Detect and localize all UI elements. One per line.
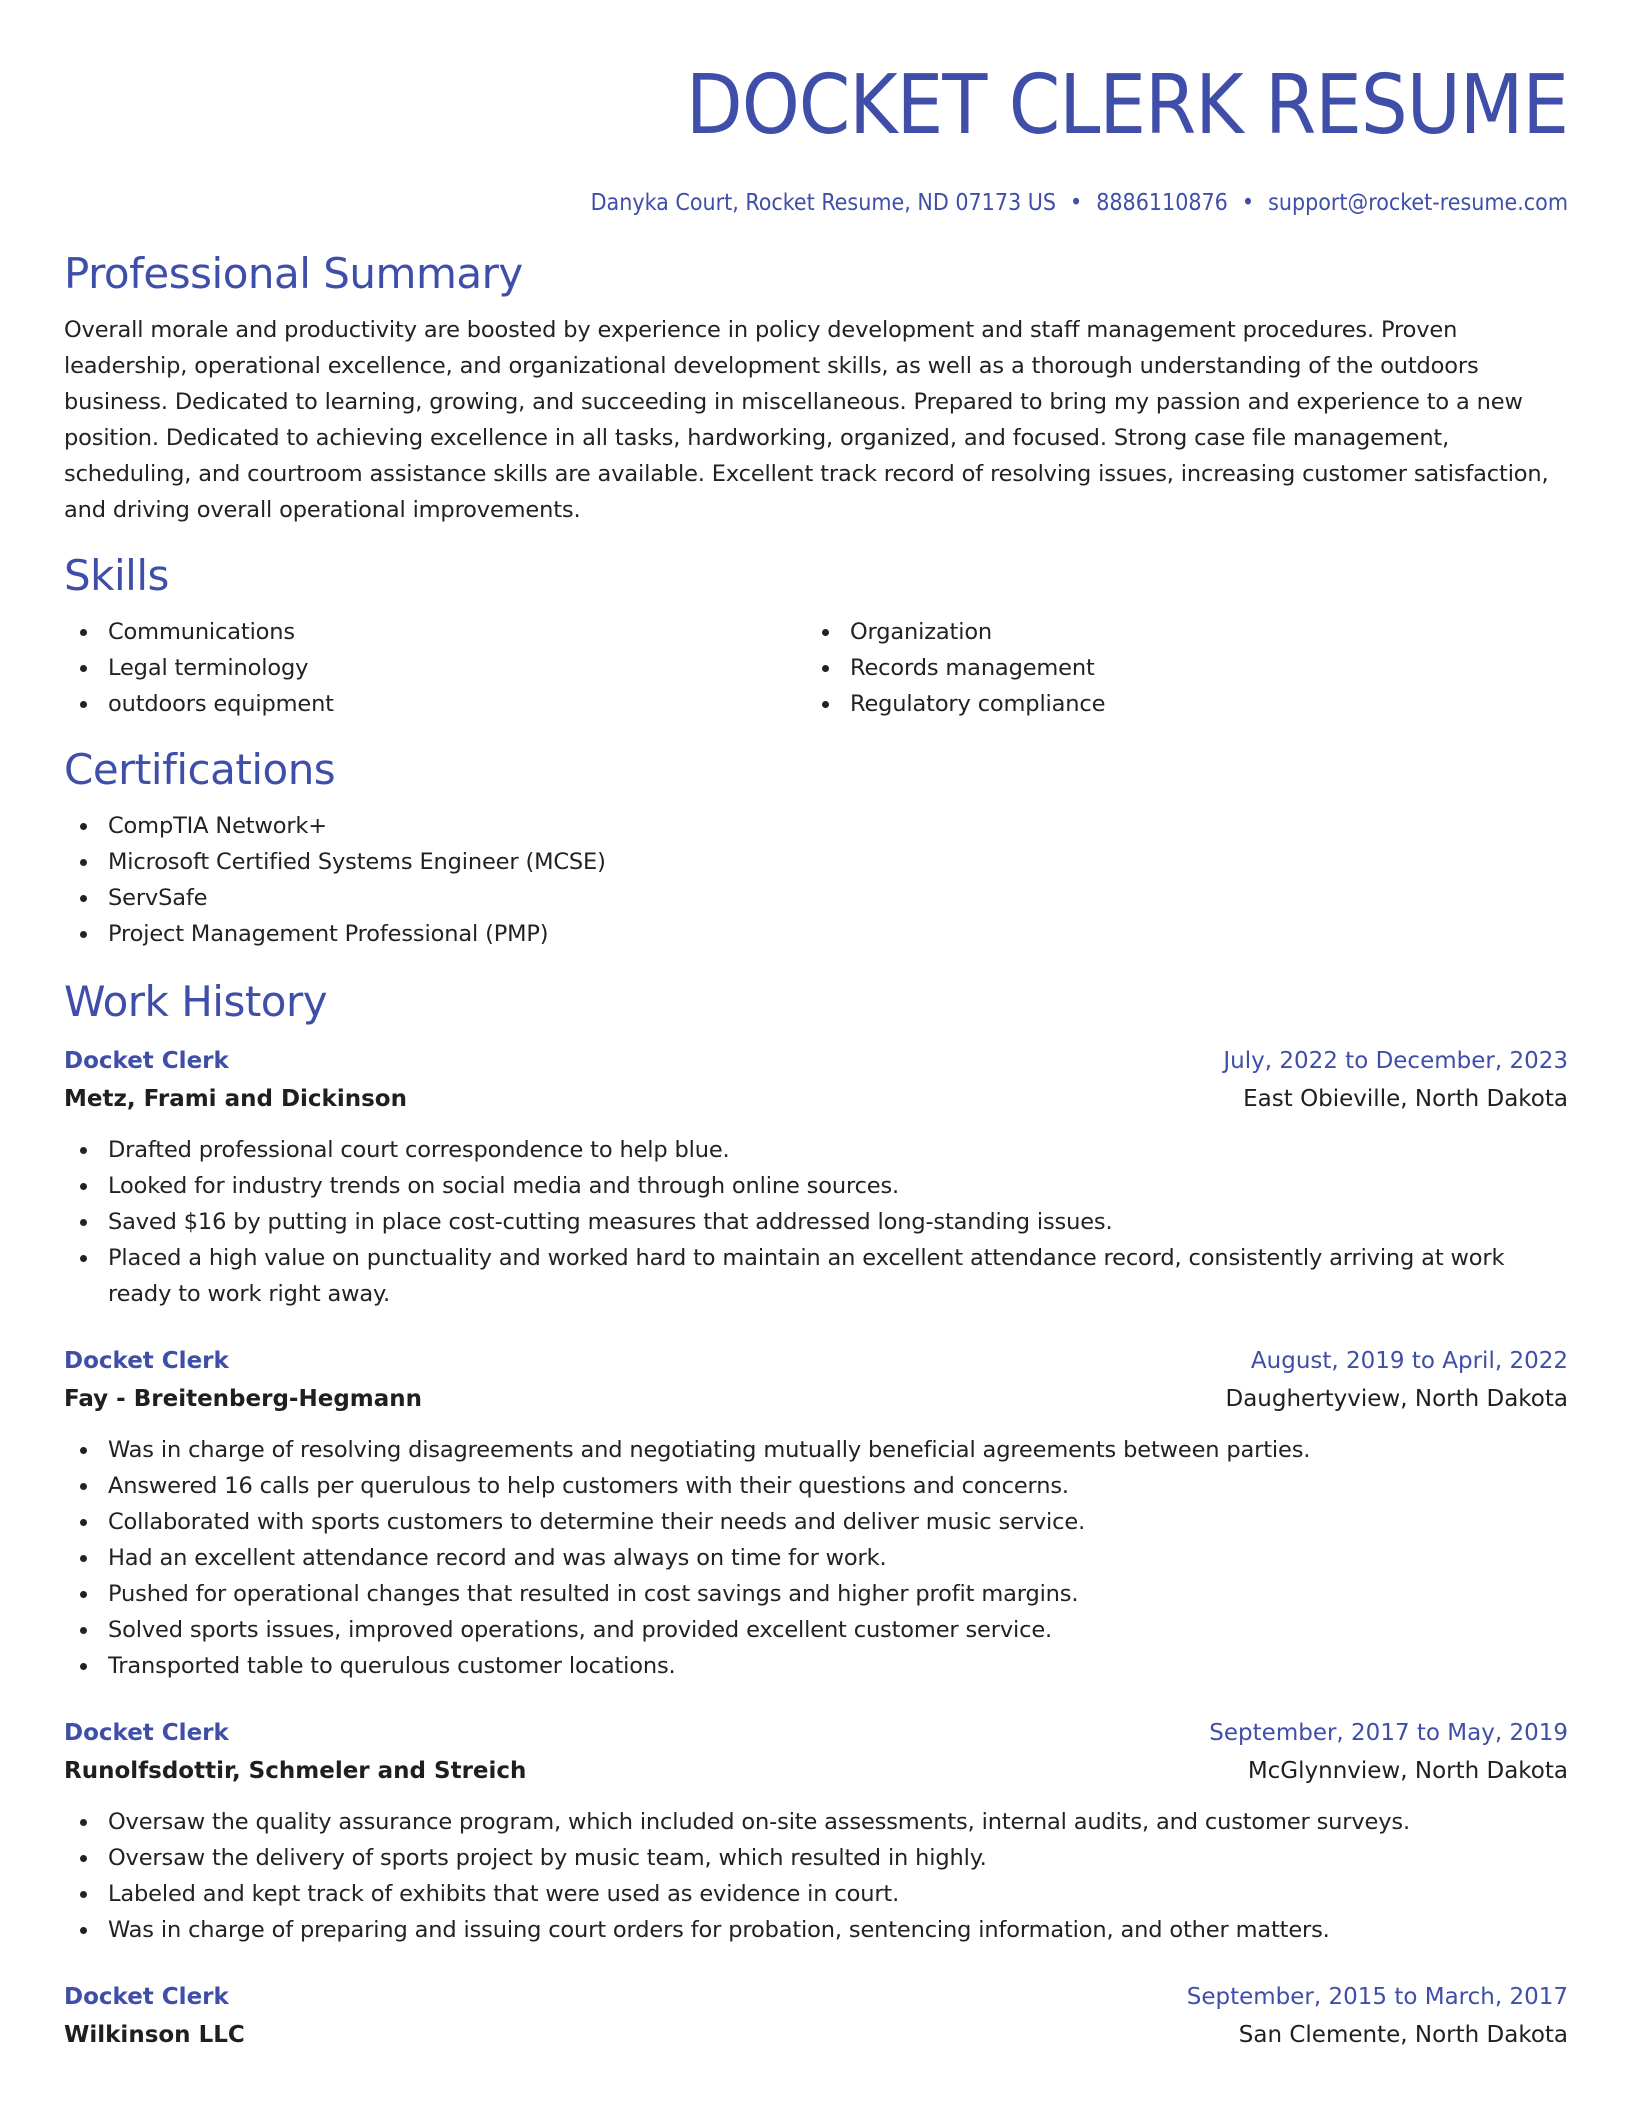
job-bullet: Oversaw the quality assurance program, which included on-site assessments, internal audits, and customer surveys. bbox=[64, 1804, 1568, 1840]
summary-section bbox=[64, 248, 1568, 528]
job-company: Metz, Frami and Dickinson bbox=[64, 1086, 407, 1112]
job-company: Fay - Breitenberg-Hegmann bbox=[64, 1386, 423, 1412]
job-title: Docket Clerk bbox=[64, 1048, 229, 1074]
job-title: Docket Clerk bbox=[64, 1348, 229, 1374]
resume-page bbox=[64, 0, 1568, 2054]
job-entry bbox=[64, 1342, 1568, 1684]
contact-line bbox=[64, 188, 1568, 218]
job-bullet: Pushed for operational changes that resulted in cost savings and higher profit margins. bbox=[64, 1576, 1568, 1612]
job-dates: September, 2015 to March, 2017 bbox=[1186, 1984, 1568, 2010]
job-bullet: Oversaw the delivery of sports project by music team, which resulted in highly. bbox=[64, 1840, 1568, 1876]
certifications-list bbox=[64, 808, 1568, 952]
skill-item: Communications bbox=[64, 614, 806, 650]
contact-phone: 8886110876 bbox=[1096, 190, 1228, 216]
work-history-section bbox=[64, 976, 1568, 2054]
job-header-row bbox=[64, 1042, 1568, 1080]
contact-separator: • bbox=[1241, 190, 1255, 216]
job-company-row bbox=[64, 1752, 1568, 1790]
job-bullet: Was in charge of resolving disagreements and negotiating mutually beneficial agreements between parties. bbox=[64, 1432, 1568, 1468]
job-bullet: Drafted professional court correspondence to help blue. bbox=[64, 1132, 1568, 1168]
skill-item: Records management bbox=[806, 650, 1548, 686]
job-company-row bbox=[64, 1380, 1568, 1418]
job-company-row bbox=[64, 2016, 1568, 2054]
job-entry bbox=[64, 1714, 1568, 1948]
job-dates: August, 2019 to April, 2022 bbox=[1250, 1348, 1568, 1374]
job-company-row bbox=[64, 1080, 1568, 1118]
job-location: Daughertyview, North Dakota bbox=[1225, 1386, 1568, 1412]
skills-section bbox=[64, 550, 1568, 722]
job-bullet: Collaborated with sports customers to determine their needs and deliver music service. bbox=[64, 1504, 1568, 1540]
job-entry bbox=[64, 1978, 1568, 2054]
contact-separator: • bbox=[1070, 190, 1083, 216]
job-company: Wilkinson LLC bbox=[64, 2022, 245, 2048]
job-entry bbox=[64, 1042, 1568, 1312]
resume-title: DOCKET CLERK RESUME bbox=[685, 58, 1568, 153]
summary-text: Overall morale and productivity are boosted by experience in policy development and staff management procedures. Proven leadership, operational excellence, and organizational development skills, as well as a thorough understanding of the outdoors business. Dedicated to learning, growing, and succeeding in miscellaneous. Prepared to bring my passion and experience to a new position. Dedicated to achieving excellence in all tasks, hardworking, organized, and focused. Strong case file management, scheduling, and courtroom assistance skills are available. Excellent track record of resolving issues, increasing customer satisfaction, and driving overall operational improvements. bbox=[64, 317, 1549, 523]
job-bullet: Answered 16 calls per querulous to help customers with their questions and concerns. bbox=[64, 1468, 1568, 1504]
job-header-row bbox=[64, 1714, 1568, 1752]
job-header-row bbox=[64, 1342, 1568, 1380]
certifications-heading: Certifications bbox=[64, 745, 336, 794]
certification-item: Project Management Professional (PMP) bbox=[64, 916, 1568, 952]
certification-item: ServSafe bbox=[64, 880, 1568, 916]
job-bullet: Transported table to querulous customer locations. bbox=[64, 1648, 1568, 1684]
job-bullet: Looked for industry trends on social media and through online sources. bbox=[64, 1168, 1568, 1204]
job-bullets bbox=[64, 1432, 1568, 1684]
job-bullet: Labeled and kept track of exhibits that were used as evidence in court. bbox=[64, 1876, 1568, 1912]
skills-heading: Skills bbox=[64, 551, 169, 600]
skill-item: Legal terminology bbox=[64, 650, 806, 686]
job-location: McGlynnview, North Dakota bbox=[1247, 1758, 1568, 1784]
skill-item: outdoors equipment bbox=[64, 686, 806, 722]
job-dates: July, 2022 to December, 2023 bbox=[1223, 1048, 1568, 1074]
job-bullet: Saved $16 by putting in place cost-cutting measures that addressed long-standing issues. bbox=[64, 1204, 1568, 1240]
job-bullets bbox=[64, 1132, 1568, 1312]
contact-address: Danyka Court, Rocket Resume, ND 07173 US bbox=[590, 190, 1056, 216]
skill-item: Organization bbox=[806, 614, 1548, 650]
job-dates: September, 2017 to May, 2019 bbox=[1209, 1720, 1568, 1746]
job-bullet: Was in charge of preparing and issuing court orders for probation, sentencing information, and other matters. bbox=[64, 1912, 1568, 1948]
certification-item: Microsoft Certified Systems Engineer (MCSE) bbox=[64, 844, 1568, 880]
job-title: Docket Clerk bbox=[64, 1984, 229, 2010]
skills-list-right bbox=[806, 614, 1548, 722]
skill-item: Regulatory compliance bbox=[806, 686, 1548, 722]
job-location: San Clemente, North Dakota bbox=[1238, 2022, 1568, 2048]
job-bullets bbox=[64, 1804, 1568, 1948]
skills-grid bbox=[64, 614, 1568, 722]
job-title: Docket Clerk bbox=[64, 1720, 229, 1746]
work-history-heading: Work History bbox=[64, 977, 328, 1026]
job-bullet: Placed a high value on punctuality and worked hard to maintain an excellent attendance record, consistently arriving at work ready to work right away. bbox=[64, 1240, 1568, 1312]
job-location: East Obieville, North Dakota bbox=[1243, 1086, 1568, 1112]
job-header-row bbox=[64, 1978, 1568, 2016]
job-bullet: Solved sports issues, improved operations, and provided excellent customer service. bbox=[64, 1612, 1568, 1648]
job-bullet: Had an excellent attendance record and was always on time for work. bbox=[64, 1540, 1568, 1576]
certification-item: CompTIA Network+ bbox=[64, 808, 1568, 844]
job-company: Runolfsdottir, Schmeler and Streich bbox=[64, 1758, 527, 1784]
skills-list-left bbox=[64, 614, 806, 722]
summary-heading: Professional Summary bbox=[64, 249, 523, 298]
certifications-section bbox=[64, 744, 1568, 952]
contact-email[interactable]: support@rocket-resume.com bbox=[1268, 190, 1568, 216]
